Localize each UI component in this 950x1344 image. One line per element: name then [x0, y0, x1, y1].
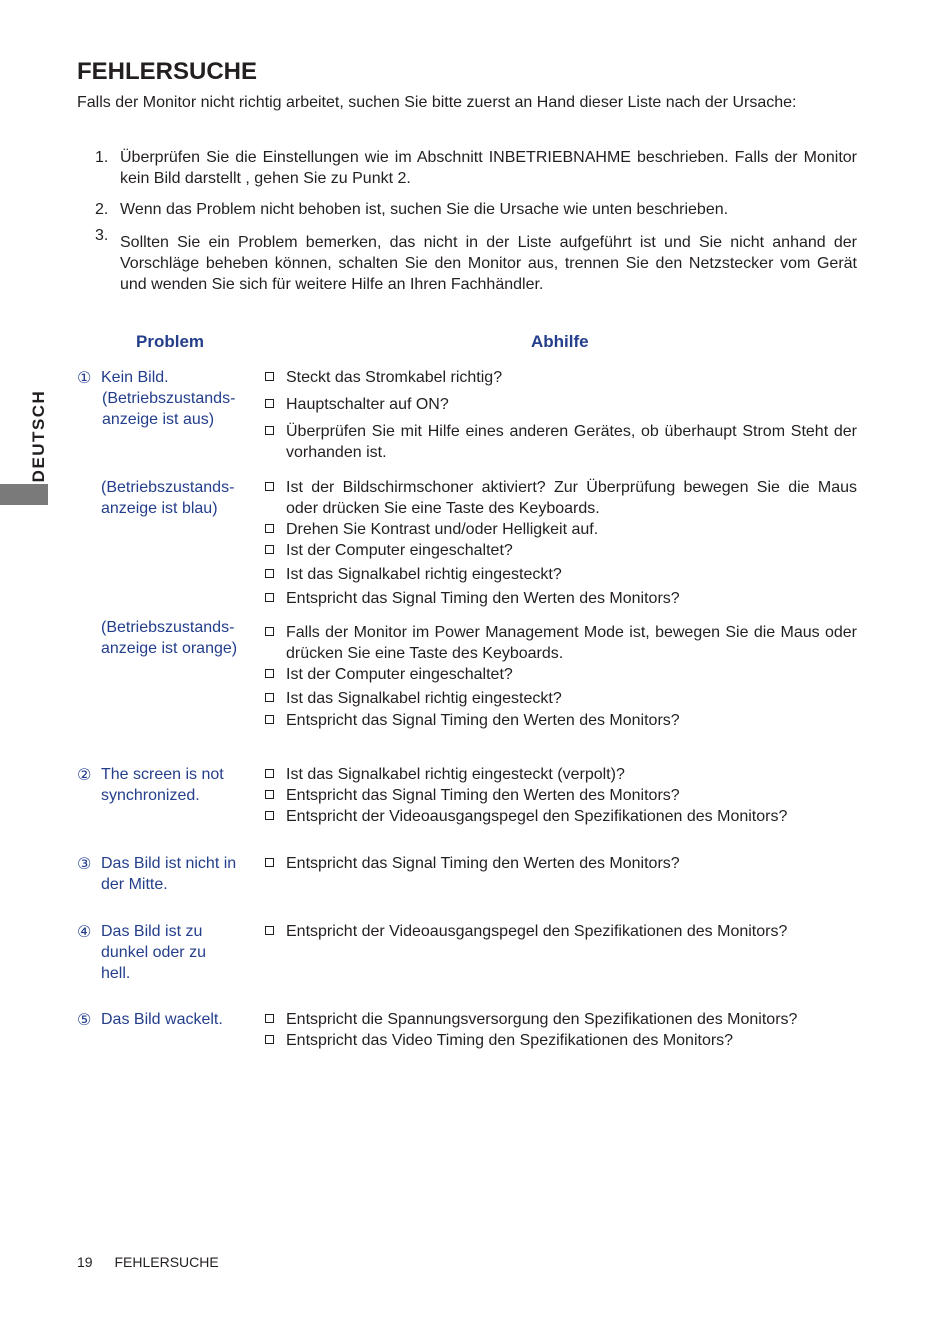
checkbox-icon	[265, 524, 274, 533]
remedy-item: Entspricht das Signal Timing den Werten des Monitors?	[264, 710, 857, 731]
problem-indicator-blue	[101, 477, 251, 519]
checkbox-icon	[265, 790, 274, 799]
language-label: DEUTSCH	[29, 389, 48, 483]
remedy-list-not-synchronized	[264, 764, 857, 827]
step-1	[95, 147, 857, 189]
problem-text: (Betriebszustands-anzeige ist blau)	[101, 479, 235, 517]
intro-text: Falls der Monitor nicht richtig arbeitet, suchen Sie bitte zuerst an Hand dieser Liste nach der Ursache:	[77, 94, 797, 111]
checkbox-icon	[265, 858, 274, 867]
column-header-remedy: Abhilfe	[531, 332, 589, 351]
problem-marker: ④	[77, 922, 92, 941]
problem-indicator-orange	[101, 617, 256, 659]
step-text: Sollten Sie ein Problem bemerken, das nicht in der Liste aufgeführt ist und Sie nicht anhand der Vorschläge beheben können, schalten Sie den Monitor aus, trennen Sie den Netzstecker vom Gerät und wenden Sie sich für weitere Hilfe an Ihren Fachhändler.	[120, 234, 857, 293]
problem-text: The screen is not synchronized.	[101, 766, 224, 804]
problem-text: Das Bild ist zu dunkel oder zu hell.	[101, 923, 206, 982]
problem-marker: ①	[77, 368, 92, 387]
problem-marker: ②	[77, 765, 92, 784]
checkbox-icon	[265, 669, 274, 678]
remedy-item: Steckt das Stromkabel richtig?	[264, 367, 857, 388]
remedy-list-brightness	[264, 921, 857, 942]
checkbox-icon	[265, 372, 274, 381]
problem-text: (Betriebszustands-anzeige ist orange)	[101, 619, 238, 657]
remedy-list-indicator-orange	[264, 622, 857, 731]
remedy-list-picture-shaking	[264, 1009, 857, 1051]
checkbox-icon	[265, 593, 274, 602]
problem-subtext: (Betriebszustands-anzeige ist aus)	[102, 390, 236, 428]
remedy-item: Ist der Bildschirmschoner aktiviert? Zur Überprüfung bewegen Sie die Maus oder drücken Sie eine Taste des Keyboards.	[264, 477, 857, 519]
remedy-item: Entspricht der Videoausgangspegel den Spezifikationen des Monitors?	[264, 806, 857, 827]
remedy-item: Entspricht das Signal Timing den Werten des Monitors?	[264, 588, 857, 609]
footer-section-title: FEHLERSUCHE	[114, 1254, 219, 1270]
problem-brightness	[77, 921, 227, 984]
checkbox-icon	[265, 1014, 274, 1023]
remedy-item: Entspricht das Signal Timing den Werten des Monitors?	[264, 853, 857, 874]
checkbox-icon	[265, 693, 274, 702]
checkbox-icon	[265, 569, 274, 578]
step-text: Überprüfen Sie die Einstellungen wie im Abschnitt INBETRIEBNAHME beschrieben. Falls der Monitor kein Bild darstellt , gehen Sie zu Punkt 2.	[120, 149, 857, 187]
remedy-item: Drehen Sie Kontrast und/oder Helligkeit auf.	[264, 519, 857, 540]
remedy-list-indicator-blue	[264, 477, 857, 609]
remedy-item: Hauptschalter auf ON?	[264, 394, 857, 415]
problem-no-picture	[77, 367, 257, 430]
checkbox-icon	[265, 715, 274, 724]
problem-picture-shaking	[77, 1009, 252, 1030]
problem-not-centered	[77, 853, 237, 895]
remedy-item: Entspricht das Signal Timing den Werten des Monitors?	[264, 785, 857, 806]
remedy-item: Ist das Signalkabel richtig eingesteckt?	[264, 688, 857, 709]
step-2	[95, 199, 857, 220]
problem-marker: ③	[77, 854, 92, 873]
problem-marker: ⑤	[77, 1010, 92, 1029]
step-number: 3.	[95, 227, 109, 244]
remedy-list-not-centered	[264, 853, 857, 874]
remedy-item: Entspricht der Videoausgangspegel den Spezifikationen des Monitors?	[264, 921, 857, 942]
problem-text: Das Bild wackelt.	[101, 1011, 223, 1028]
page-footer	[77, 1254, 219, 1270]
problem-text: Kein Bild.	[101, 369, 169, 386]
checkbox-icon	[265, 399, 274, 408]
page-number: 19	[77, 1254, 93, 1270]
step-number: 2.	[95, 201, 109, 218]
remedy-item: Überprüfen Sie mit Hilfe eines anderen Gerätes, ob überhaupt Strom Steht der vorhanden ist.	[264, 421, 857, 463]
remedy-item: Ist das Signalkabel richtig eingesteckt?	[264, 564, 857, 585]
remedy-item: Falls der Monitor im Power Management Mode ist, bewegen Sie die Maus oder drücken Sie eine Taste des Keyboards.	[264, 622, 857, 664]
checkbox-icon	[265, 769, 274, 778]
page-title: FEHLERSUCHE	[77, 58, 258, 85]
step-3	[95, 227, 857, 295]
steps-list	[95, 147, 857, 295]
remedy-item: Ist der Computer eingeschaltet?	[264, 540, 857, 561]
column-header-problem: Problem	[136, 332, 205, 351]
language-tab-marker	[0, 484, 48, 505]
checkbox-icon	[265, 926, 274, 935]
problem-not-synchronized	[77, 764, 242, 806]
checkbox-icon	[265, 545, 274, 554]
checkbox-icon	[265, 1035, 274, 1044]
remedy-item: Entspricht das Video Timing den Spezifikationen des Monitors?	[264, 1030, 857, 1051]
checkbox-icon	[265, 627, 274, 636]
step-number: 1.	[95, 149, 109, 166]
checkbox-icon	[265, 482, 274, 491]
problem-text: Das Bild ist nicht in der Mitte.	[101, 855, 237, 893]
checkbox-icon	[265, 811, 274, 820]
remedy-item: Entspricht die Spannungsversorgung den Spezifikationen des Monitors?	[264, 1009, 857, 1030]
checkbox-icon	[265, 426, 274, 435]
remedy-item: Ist das Signalkabel richtig eingesteckt (verpolt)?	[264, 764, 857, 785]
remedy-item: Ist der Computer eingeschaltet?	[264, 664, 857, 685]
remedy-list-no-picture	[264, 367, 857, 463]
step-text: Wenn das Problem nicht behoben ist, suchen Sie die Ursache wie unten beschrieben.	[120, 201, 729, 218]
